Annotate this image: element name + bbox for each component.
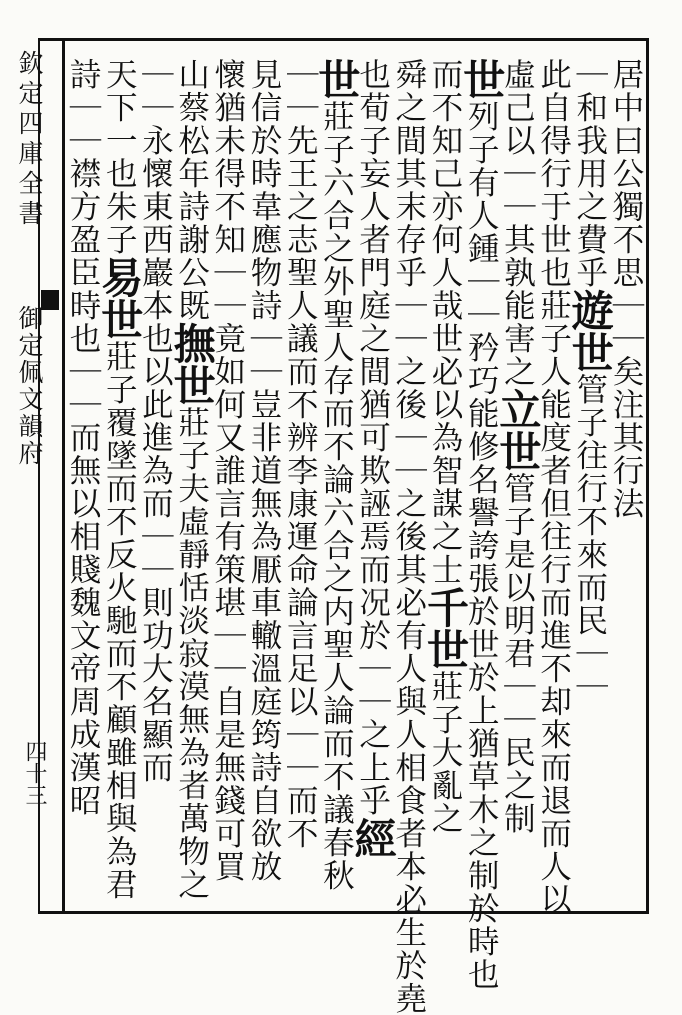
text-segment: 管子是以明君｜｜民之制 xyxy=(499,472,536,835)
headword: 立世 xyxy=(493,388,543,472)
text-segment: 詩｜｜襟方盈 xyxy=(65,58,101,256)
text-column xyxy=(244,58,284,883)
text-segment: 而不知己亦何人哉世必以為智謀之士 xyxy=(427,58,463,586)
text-segment: 天下一也朱子 xyxy=(101,58,138,256)
headword: 經 xyxy=(348,817,398,859)
text-segment: 見信於時韋應物詩｜｜豈非道無為厭車轍溫庭筠詩自欲放 xyxy=(246,58,282,883)
text-segment: ｜｜永懷東西巖 xyxy=(137,58,174,289)
text-column xyxy=(534,58,574,916)
text-segment: 臣時也｜｜而無以相賤魏文帝周成漢昭 xyxy=(65,256,101,817)
text-segment: 本也以此進為而｜｜則功大名顯而 xyxy=(137,289,174,784)
text-segment: 虛己以｜｜其孰能害之 xyxy=(499,58,536,388)
text-column xyxy=(348,58,398,859)
text-column xyxy=(280,58,320,850)
text-segment: 也荀子妄人者門庭之間猶可欺誣焉而况於｜｜之上乎 xyxy=(354,58,391,817)
text-segment: ｜｜先王之志聖人議而不辨李康運命論言足以｜｜而不 xyxy=(282,58,319,850)
text-segment: 列子有人鍾｜｜矜巧能修名譽誇張於世 xyxy=(463,100,500,661)
text-column xyxy=(135,58,175,784)
text-segment: 懷猶未得不知｜｜竟如何又誰言有策堪｜｜自是無錢可買 xyxy=(209,58,246,883)
book-title: 欽定四庫全書 xyxy=(15,50,44,230)
text-column xyxy=(95,58,145,901)
text-column xyxy=(312,58,362,892)
text-segment: 此自得行于世也莊子人能 xyxy=(535,58,572,421)
text-segment: 莊子夫虛靜恬淡寂漠無為者萬物之 xyxy=(173,406,210,901)
text-column xyxy=(208,58,248,883)
right-border xyxy=(646,38,649,914)
text-segment: 山蔡松年詩謝公既 xyxy=(173,58,210,322)
headword: 遊世 xyxy=(565,289,615,373)
headword: 易世 xyxy=(95,256,145,340)
text-column xyxy=(565,58,615,703)
headword: 撫世 xyxy=(167,322,217,406)
text-segment: 管子往行不來而民｜｜ xyxy=(571,373,608,703)
text-segment: 居中曰公獨不思｜｜矣注其行法 xyxy=(608,58,644,520)
text-segment: 莊子六合之外聖人存而不論六合之内聖人論而不議春秋 xyxy=(318,100,355,892)
text-segment: 於上猶草木之制於時也 xyxy=(463,661,500,991)
section-title: 御定佩文韻府 xyxy=(15,305,44,467)
text-segment: 莊子覆墜而不反火馳而不顧雖相與為君 xyxy=(101,340,138,901)
text-segment: 舜之間其末存乎｜｜之後｜｜之後其必有人與人相食者 xyxy=(390,58,427,850)
text-column xyxy=(493,58,543,835)
text-segment: 度者但往行而進不却來而退而人以 xyxy=(535,421,572,916)
text-column xyxy=(457,58,507,991)
headword: 千世 xyxy=(421,586,470,670)
text-column xyxy=(167,58,217,901)
text-segment: 莊子大亂之 xyxy=(427,670,463,835)
text-column xyxy=(389,58,429,1015)
text-column xyxy=(421,58,470,835)
folio-number: 四十三 xyxy=(22,740,47,806)
text-segment: ｜和我用之費乎 xyxy=(571,58,608,289)
headword: 世 xyxy=(312,58,362,100)
text-column xyxy=(63,58,103,817)
headword: 世 xyxy=(457,58,507,100)
text-segment: 本必生於堯 xyxy=(390,850,427,1015)
top-border xyxy=(38,38,649,41)
